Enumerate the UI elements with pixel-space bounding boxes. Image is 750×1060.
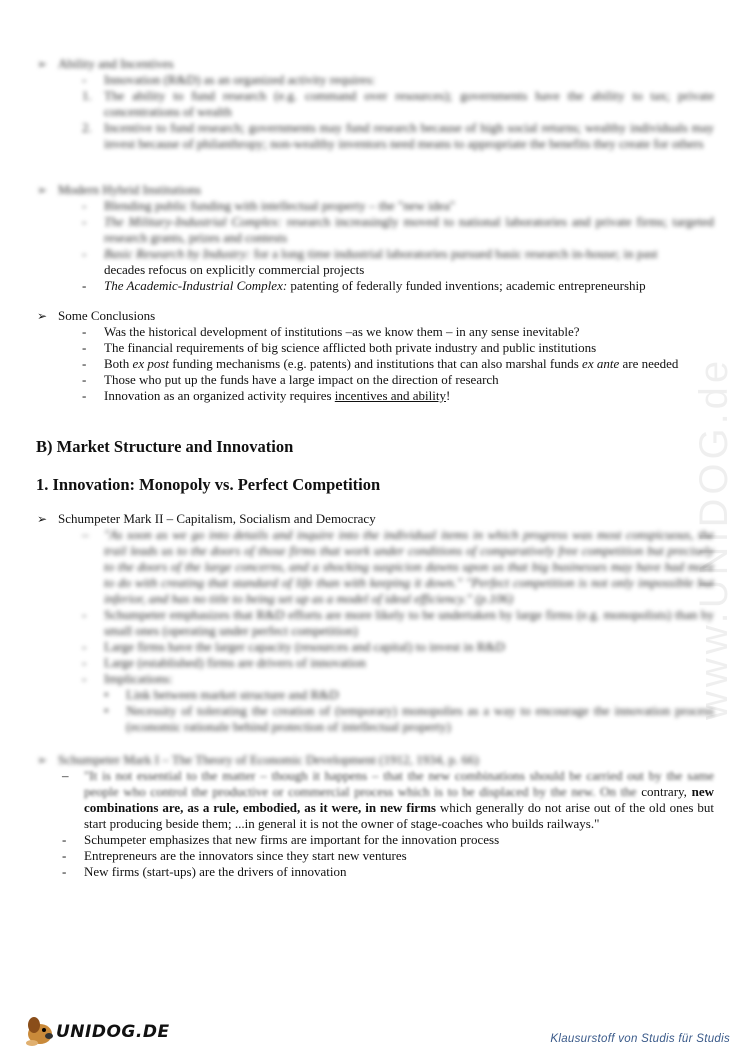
list-item: - Implications: xyxy=(82,671,173,686)
arrow-bullet-icon: ➢ xyxy=(36,183,48,197)
mark1-list xyxy=(34,832,714,880)
ability-list xyxy=(34,72,714,152)
list-item: - Large (established) firms are drivers of innovation xyxy=(82,655,366,670)
mark2-section xyxy=(34,511,714,735)
list-item: 2. Incentive to fund research; governments may fund research because of high social returns; wealthy individuals may invest because of philanthropy; non-wealthy inventors need means to appropriate the benefits they create for others xyxy=(82,120,714,151)
ability-section xyxy=(34,56,714,152)
arrow-bullet-icon: ➢ xyxy=(36,309,48,323)
list-item: - Blending public funding with intellectual property – the "new idea" xyxy=(82,198,456,213)
ability-heading: ➢ Ability and Incentives xyxy=(34,56,714,72)
list-item: - New firms (start-ups) are the drivers of innovation xyxy=(62,864,347,879)
quote-item: – "It is not essential to the matter – though it happens – that the new combinations should be carried out by the same people who control the productive or commercial process which is to be displaced by the new. On the contrary, new combinations are, as a rule, embodied, as it were, in new firms which generally do not arise out of the old ones but start producing beside them; ...in general it is not the owner of stage-coaches who builds railways." xyxy=(62,768,714,831)
footer-tagline: Klausurstoff von Studis für Studis xyxy=(550,1033,730,1045)
list-item: decades refocus on explicitly commercial projects xyxy=(104,262,365,277)
modern-heading: ➢ Modern Hybrid Institutions xyxy=(34,182,714,198)
list-item: - The Academic-Industrial Complex: patenting of federally funded inventions; academic entrepreneurship xyxy=(82,278,646,293)
conclusions-section xyxy=(34,308,714,404)
mark1-heading: ➢ Schumpeter Mark I – The Theory of Economic Development (1912, 1934, p. 66) xyxy=(34,752,714,768)
section-1-title: 1. Innovation: Monopoly vs. Perfect Competition xyxy=(36,475,381,494)
list-item: - Was the historical development of institutions –as we know them – in any sense inevitable? xyxy=(82,324,580,339)
mark2-list xyxy=(34,607,714,687)
section-b-title: B) Market Structure and Innovation xyxy=(36,437,294,456)
list-item: - Schumpeter emphasizes that new firms are important for the innovation process xyxy=(62,832,500,847)
list-item: - Those who put up the funds have a large impact on the direction of research xyxy=(82,372,499,387)
list-item: - Schumpeter emphasizes that R&D efforts are more likely to be undertaken by large firms (e.g. monopolists) than by small ones (operating under perfect competition) xyxy=(82,607,714,638)
list-item: - Basic Research by Industry: for a long time industrial laboratories pursued basic research in-house; in past xyxy=(82,246,658,261)
list-item: - Entrepreneurs are the innovators since they start new ventures xyxy=(62,848,407,863)
list-item: - The Military-Industrial Complex: research increasingly moved to national laboratories and private firms; targeted research grants, prizes and contests xyxy=(82,214,714,245)
list-item: - Innovation as an organized activity requires incentives and ability! xyxy=(82,388,451,403)
list-item: • Necessity of tolerating the creation of (temporary) monopolies as a way to encourage the innovation process (economic rationale behind protection of intellectual property) xyxy=(104,703,714,734)
arrow-bullet-icon: ➢ xyxy=(36,57,48,71)
list-item: 1. The ability to fund research (e.g. command over resources); governments have the ability to tax; private concentrations of wealth xyxy=(82,88,714,119)
arrow-bullet-icon: ➢ xyxy=(36,512,48,526)
mark1-section xyxy=(34,752,714,880)
arrow-bullet-icon: ➢ xyxy=(36,753,48,767)
quote-item: – "As soon as we go into details and inquire into the individual items in which progress was most conspicuous, the trail leads us to the doors of those firms that work under conditions of comparatively free competition but precisely to the doors of the large concerns, and a shocking suspicion dawns upon us that big businesses may have had more to do with creating that standard of life than with keeping it down." "Perfect competition is not only impossible but inferior, and has no title to being set up as a model of ideal efficiency." (p.106) xyxy=(82,527,714,606)
mark2-sublist xyxy=(34,687,714,735)
conclusions-heading: ➢ Some Conclusions xyxy=(34,308,714,324)
unidog-logo xyxy=(22,1012,170,1048)
list-item: - The financial requirements of big science afflicted both private industry and public institutions xyxy=(82,340,597,355)
modern-list xyxy=(34,198,714,262)
list-item: • Link between market structure and R&D xyxy=(104,687,339,702)
list-item: - Innovation (R&D) as an organized activity requires: xyxy=(82,72,376,87)
modern-section xyxy=(34,182,714,294)
list-item: - Both ex post funding mechanisms (e.g. patents) and institutions that can also marshal funds ex ante are needed xyxy=(82,356,679,371)
mark2-heading: ➢ Schumpeter Mark II – Capitalism, Socialism and Democracy xyxy=(34,511,714,527)
logo-text: UNIDOG.DE xyxy=(56,1022,170,1042)
list-item: - Large firms have the larger capacity (resources and capital) to invest in R&D xyxy=(82,639,505,654)
watermark: www.UNIDOG.de xyxy=(692,356,736,720)
